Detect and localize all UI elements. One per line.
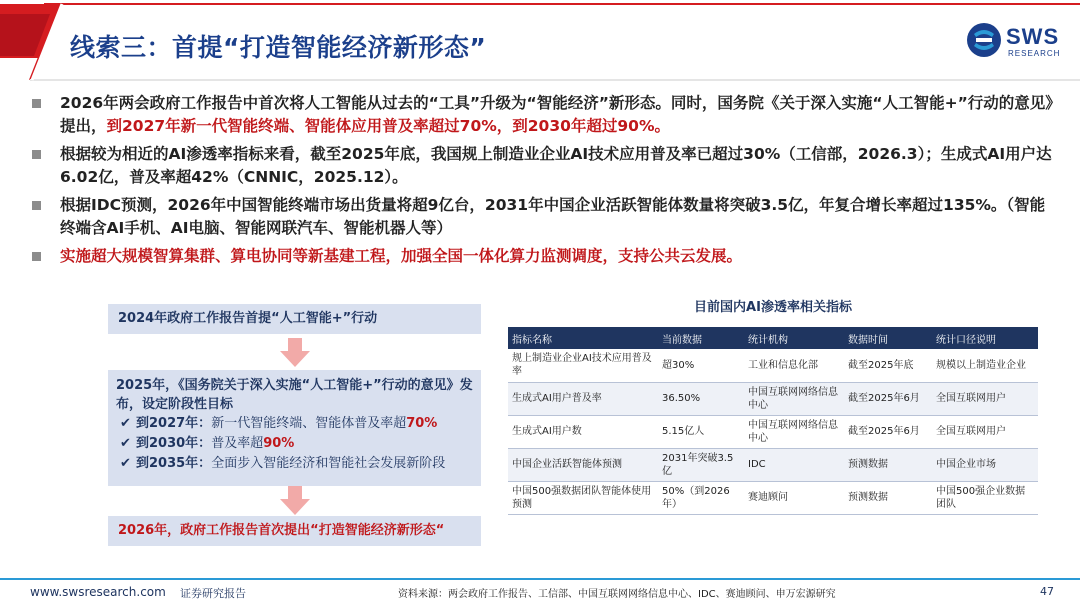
table-cell: 赛迪顾问 bbox=[744, 481, 844, 514]
bullet-square-icon bbox=[32, 150, 41, 159]
website-link[interactable]: www.swsresearch.com bbox=[30, 585, 166, 599]
down-arrow-icon bbox=[280, 486, 310, 516]
table-row bbox=[508, 481, 1038, 514]
data-source-note: 资料来源：两会政府工作报告、工信部、中国互联网网络信息中心、IDC、赛迪顾问、申万宏源研究 bbox=[398, 589, 836, 600]
checkmark-icon: ✔ bbox=[120, 456, 131, 471]
company-logo bbox=[966, 20, 1066, 64]
table-cell: 5.15亿人 bbox=[658, 415, 744, 448]
page-title: 线索三：首提“打造智能经济新形态” bbox=[70, 33, 487, 62]
table-row bbox=[508, 382, 1038, 415]
table-cell: 全国互联网用户 bbox=[932, 382, 1038, 415]
column-header: 统计口径说明 bbox=[932, 327, 1038, 349]
bullet-square-icon bbox=[32, 99, 41, 108]
table-cell: 全国互联网用户 bbox=[932, 415, 1038, 448]
bullet-list bbox=[30, 92, 1060, 274]
table-cell: 预测数据 bbox=[844, 481, 932, 514]
page-number: 47 bbox=[1040, 585, 1054, 598]
table-cell: 工业和信息化部 bbox=[744, 349, 844, 382]
goal-item: ✔ 到2030年：普及率超90% bbox=[116, 434, 473, 454]
bullet-square-icon bbox=[32, 252, 41, 261]
table-row bbox=[508, 448, 1038, 481]
bullet-text: 根据IDC预测，2026年中国智能终端市场出货量将超9亿台，2031年中国企业活跃智能体数量将突破3.5亿，年复合增长率超过135%。（智能终端含AI手机、AI电脑、智能网联汽车、智能机器人等） bbox=[60, 196, 1046, 237]
bullet-item bbox=[30, 143, 1060, 188]
table-cell: IDC bbox=[744, 448, 844, 481]
bullet-item bbox=[30, 92, 1060, 137]
table-cell: 生成式AI用户普及率 bbox=[508, 382, 658, 415]
footer-divider bbox=[0, 578, 1080, 580]
table-cell: 规模以上制造业企业 bbox=[932, 349, 1038, 382]
timeline-box-2025 bbox=[108, 370, 481, 486]
column-header: 统计机构 bbox=[744, 327, 844, 349]
column-header: 数据时间 bbox=[844, 327, 932, 349]
table-cell: 2031年突破3.5亿 bbox=[658, 448, 744, 481]
table-row bbox=[508, 349, 1038, 382]
table-cell: 中国企业市场 bbox=[932, 448, 1038, 481]
table-cell: 50%（到2026年） bbox=[658, 481, 744, 514]
table-row bbox=[508, 415, 1038, 448]
timeline-box-2025-heading: 2025年，《国务院关于深入实施“人工智能+”行动的意见》发布，设定阶段性目标 bbox=[116, 378, 473, 412]
timeline-box-2026: 2026年，政府工作报告首次提出“打造智能经济新形态“ bbox=[108, 516, 481, 546]
slide-footer bbox=[0, 585, 1080, 603]
table-cell: 截至2025年底 bbox=[844, 349, 932, 382]
bullet-item bbox=[30, 194, 1060, 239]
bullet-text: 2026年两会政府工作报告中首次将人工智能从过去的“工具”升级为“智能经济”新形态。同时，国务院《关于深入实施“人工智能+”行动的意见》提出， bbox=[60, 94, 1054, 135]
checkmark-icon: ✔ bbox=[120, 416, 131, 431]
table-cell: 中国500强数据团队智能体使用预测 bbox=[508, 481, 658, 514]
bullet-square-icon bbox=[32, 201, 41, 210]
timeline-box-2024: 2024年政府工作报告首提“人工智能+”行动 bbox=[108, 304, 481, 334]
down-arrow-icon bbox=[280, 338, 310, 368]
table-title: 目前国内AI渗透率相关指标 bbox=[694, 300, 852, 315]
table-cell: 生成式AI用户数 bbox=[508, 415, 658, 448]
logo-subtitle: RESEARCH bbox=[1008, 49, 1061, 58]
column-header: 当前数据 bbox=[658, 327, 744, 349]
table-header-row bbox=[508, 327, 1038, 349]
table-cell: 截至2025年6月 bbox=[844, 415, 932, 448]
column-header: 指标名称 bbox=[508, 327, 658, 349]
bullet-text: 实施超大规模智算集群、算电协同等新基建工程，加强全国一体化算力监测调度，支持公共云发展。 bbox=[60, 247, 743, 265]
table-cell: 中国500强企业数据团队 bbox=[932, 481, 1038, 514]
table-cell: 截至2025年6月 bbox=[844, 382, 932, 415]
goal-item: ✔ 到2027年：新一代智能终端、智能体普及率超70% bbox=[116, 414, 473, 434]
bullet-item bbox=[30, 245, 1060, 268]
table-cell: 中国互联网网络信息中心 bbox=[744, 415, 844, 448]
logo-wordmark: SWS bbox=[1006, 24, 1060, 49]
table-cell: 中国互联网网络信息中心 bbox=[744, 382, 844, 415]
report-type-label: 证券研究报告 bbox=[180, 587, 246, 600]
table-cell: 36.50% bbox=[658, 382, 744, 415]
checkmark-icon: ✔ bbox=[120, 436, 131, 451]
table-cell: 规上制造业企业AI技术应用普及率 bbox=[508, 349, 658, 382]
table-cell: 超30% bbox=[658, 349, 744, 382]
sws-logo-icon bbox=[966, 22, 1002, 58]
ai-penetration-table bbox=[508, 327, 1038, 515]
bullet-highlight: 到2027年新一代智能终端、智能体应用普及率超过70%，到2030年超过90%。 bbox=[106, 116, 670, 135]
table-cell: 中国企业活跃智能体预测 bbox=[508, 448, 658, 481]
slide-header bbox=[0, 0, 1080, 82]
goal-item: ✔ 到2035年：全面步入智能经济和智能社会发展新阶段 bbox=[116, 454, 473, 474]
bullet-text: 根据较为相近的AI渗透率指标来看，截至2025年底，我国规上制造业企业AI技术应用普及率已超过30%（工信部，2026.3）；生成式AI用户达6.02亿，普及率超42%（CNNIC，2025.12）。 bbox=[60, 145, 1052, 186]
table-cell: 预测数据 bbox=[844, 448, 932, 481]
